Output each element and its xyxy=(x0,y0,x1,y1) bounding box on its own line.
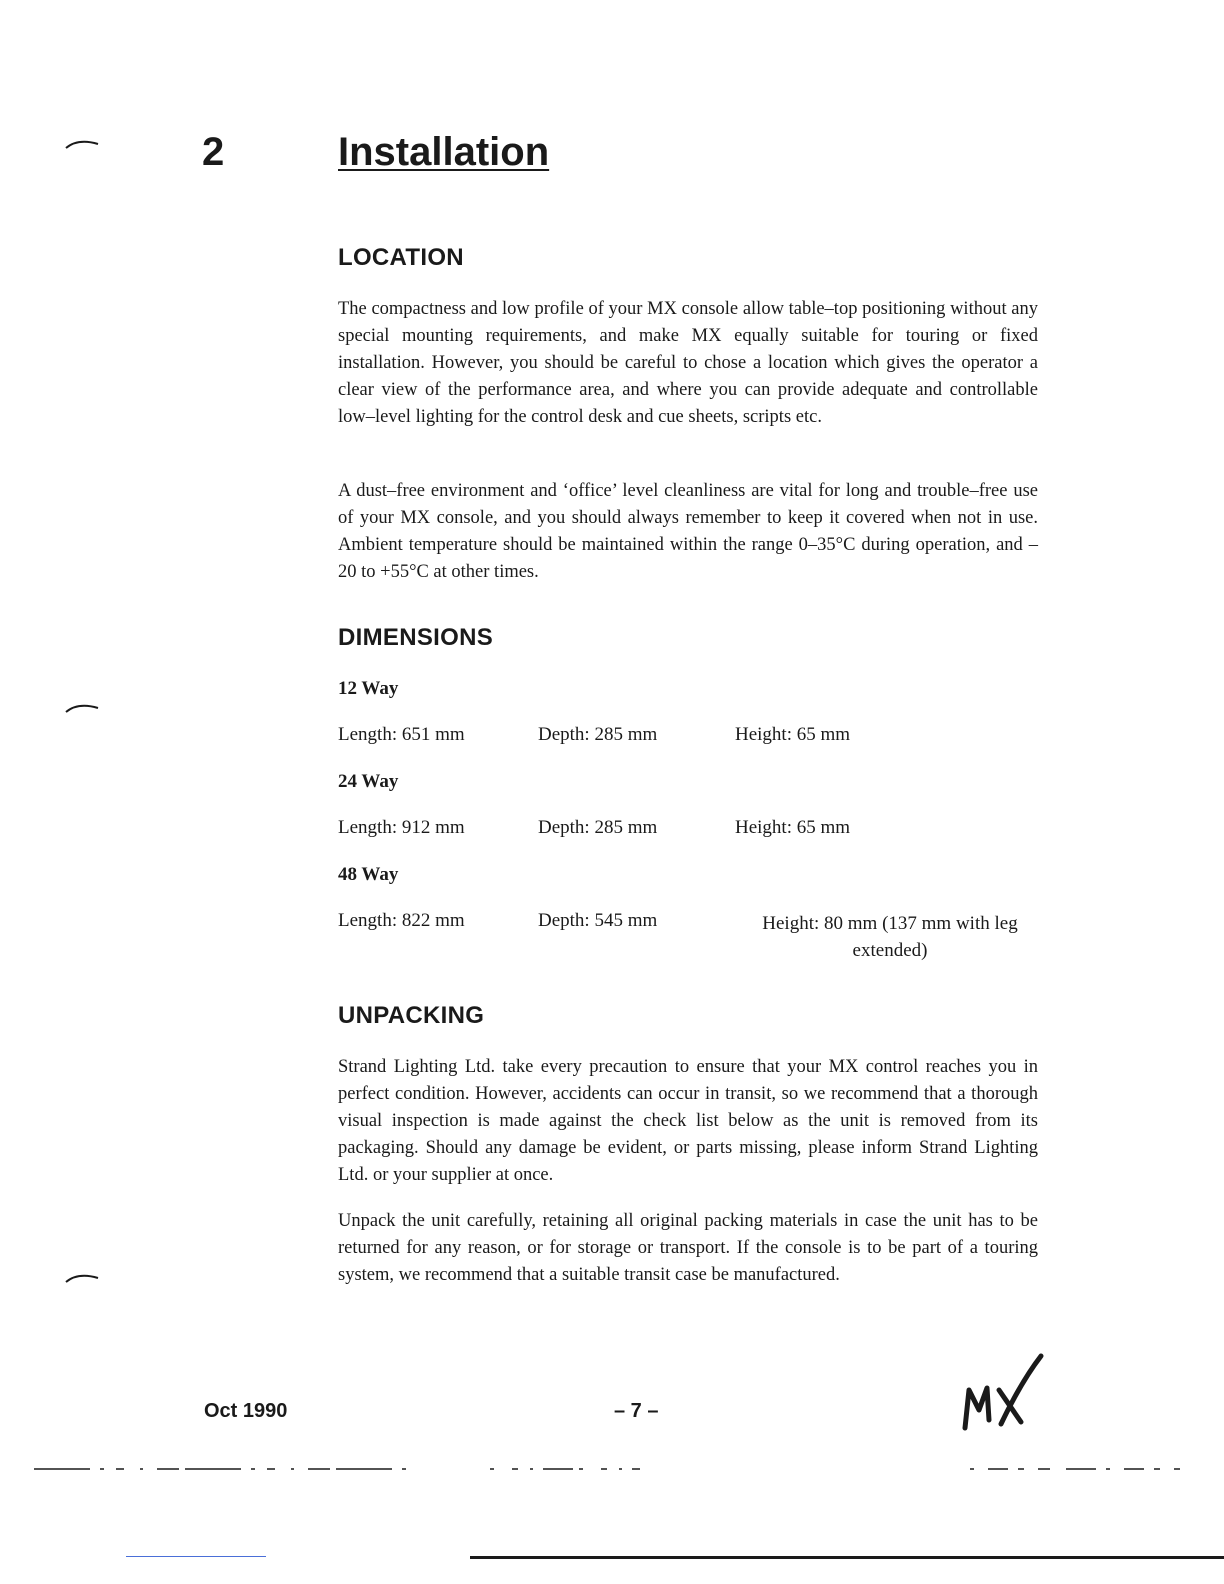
chapter-number: 2 xyxy=(202,130,225,174)
depth-value: Depth: 545 mm xyxy=(538,910,658,931)
model-label-12-way: 12 Way xyxy=(338,678,399,699)
bottom-edge-rule xyxy=(470,1556,1224,1563)
unpacking-heading: UNPACKING xyxy=(338,1002,485,1029)
location-paragraph: The compactness and low profile of your MX console allow table–top positioning without any special mounting requirements, and make MX equally suitable for touring or fixed installation. However, you should be careful to chose a location which gives the operator a clear view of the performance area, and where you can provide adequate and controllable low–level lighting for the control desk and cue sheets, scripts etc. xyxy=(338,299,1038,427)
scan-dash-icon xyxy=(34,1462,414,1476)
bottom-link-rule xyxy=(126,1556,266,1561)
chapter-title: Installation xyxy=(338,130,550,174)
footer-date: Oct 1990 xyxy=(204,1400,288,1422)
location-heading: LOCATION xyxy=(338,244,464,271)
height-value: Height: 65 mm xyxy=(735,724,851,745)
length-value: Length: 822 mm xyxy=(338,910,465,931)
margin-mark-icon xyxy=(64,136,104,152)
dimension-row-24-way xyxy=(338,817,1058,871)
unpacking-paragraph: Unpack the unit carefully, retaining all original packing materials in case the unit has to be returned for any reason, or for storage or transport. If the console is to be part of a touring system, we recommend that a suitable transit case be manufactured. xyxy=(338,1211,1038,1285)
length-value: Length: 651 mm xyxy=(338,724,465,745)
scan-dash-icon xyxy=(970,1462,1180,1476)
model-label-24-way: 24 Way xyxy=(338,771,399,792)
margin-mark-icon xyxy=(64,1270,104,1286)
scan-dash-icon xyxy=(490,1462,640,1476)
dimension-row-48-way xyxy=(338,910,1058,964)
height-value: Height: 80 mm (137 mm with leg extended) xyxy=(762,913,1018,961)
depth-value: Depth: 285 mm xyxy=(538,724,658,745)
length-value: Length: 912 mm xyxy=(338,817,465,838)
unpacking-paragraph: Strand Lighting Ltd. take every precaution to ensure that your MX control reaches you in perfect condition. However, accidents can occur in transit, so we recommend that a thorough visual inspection is made against the check list below as the unit is removed from its packaging. Should any damage be evident, or parts missing, please inform Strand Lighting Ltd. or your supplier at once. xyxy=(338,1057,1038,1185)
mx-logo-icon xyxy=(955,1348,1055,1438)
page-number: – 7 – xyxy=(614,1400,659,1422)
height-value: Height: 65 mm xyxy=(735,817,851,838)
depth-value: Depth: 285 mm xyxy=(538,817,658,838)
margin-mark-icon xyxy=(64,700,104,716)
dimensions-heading: DIMENSIONS xyxy=(338,624,494,651)
model-label-48-way: 48 Way xyxy=(338,864,399,885)
dimension-row-12-way xyxy=(338,724,1058,778)
location-paragraph: A dust–free environment and ‘office’ level cleanliness are vital for long and trouble–free use of your MX console, and you should always remember to keep it covered when not in use. Ambient temperature should be maintained within the range 0–35°C during operation, and –20 to +55°C at other times. xyxy=(338,481,1038,582)
